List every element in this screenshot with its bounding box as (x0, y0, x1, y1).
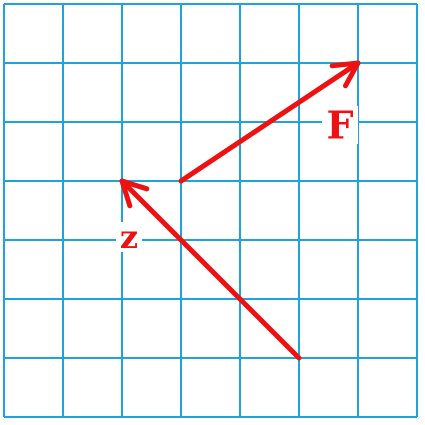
vector-labels (116, 103, 358, 257)
vector-f-label: F (326, 102, 354, 148)
vector-z-label: z (119, 218, 139, 256)
vector-z-shaft (119, 181, 299, 358)
